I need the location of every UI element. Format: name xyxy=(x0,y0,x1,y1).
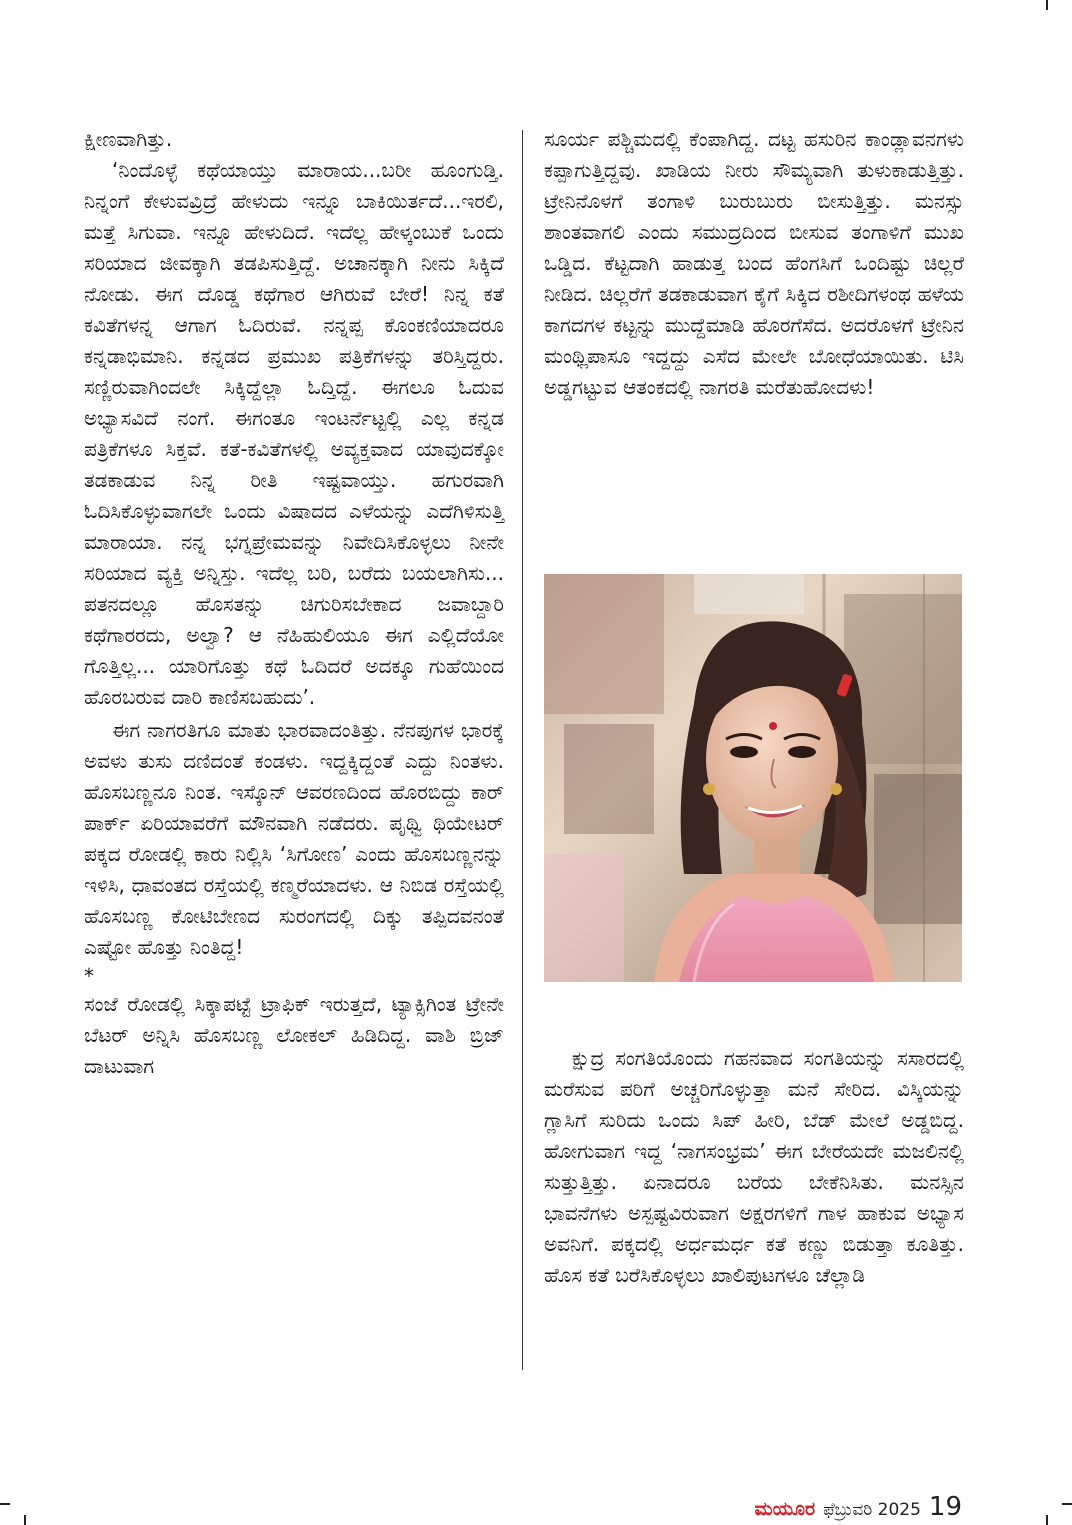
page-footer xyxy=(755,1492,963,1522)
paragraph: ಕ್ಷೀಣವಾಗಿತ್ತು. xyxy=(84,127,173,151)
crop-mark xyxy=(0,1503,10,1505)
right-column-bottom xyxy=(544,1043,964,1291)
crop-mark xyxy=(24,1515,26,1525)
story-illustration xyxy=(544,574,962,982)
paragraph: ‘ನಿಂದೊಳ್ಳೆ ಕಥೆಯಾಯ್ತು ಮಾರಾಯ...ಬರೀ ಹೂಂಗುಡ್ತಿ. ನಿನ್ನಂಗೆ ಕೇಳುವವ್ರಿದ್ರೆ ಹೇಳುದು ಇನ್ನೂ ಬಾಕಿಯಿರ್ತದೆ...ಇರಲಿ, ಮತ್ತೆ ಸಿಗುವಾ. ಇನ್ನೂ ಹೇಳುದಿದೆ. ಇದೆಲ್ಲ ಹೇಳ್ಕಂಬುಕೆ ಒಂದು ಸರಿಯಾದ ಜೀವಕ್ಕಾಗಿ ತಡಪಿಸುತ್ತಿದ್ದೆ. ಅಚಾನಕ್ಕಾಗಿ ನೀನು ಸಿಕ್ಕಿದೆ ನೋಡು. ಈಗ ದೊಡ್ಡ ಕಥೆಗಾರ ಆಗಿರುವೆ ಬೇರೆ! ನಿನ್ನ ಕತೆ ಕವಿತೆಗಳನ್ನ ಆಗಾಗ ಓದಿರುವೆ. ನನ್ನಪ್ಪ ಕೊಂಕಣಿಯಾದರೂ ಕನ್ನಡಾಭಿಮಾನಿ. ಕನ್ನಡದ ಪ್ರಮುಖ ಪತ್ರಿಕೆಗಳನ್ನು ತರಿಸ್ತಿದ್ದರು. ಸಣ್ಣಿರುವಾಗಿಂದಲೇ ಸಿಕ್ಕಿದ್ದೆಲ್ಲಾ ಓದ್ತಿದ್ದೆ. ಈಗಲೂ ಓದುವ ಅಭ್ಯಾಸವಿದೆ ನಂಗೆ. ಈಗಂತೂ ಇಂಟರ್ನೆಟ್ಟಲ್ಲಿ ಎಲ್ಲ ಕನ್ನಡ ಪತ್ರಿಕೆಗಳೂ ಸಿಕ್ತವೆ. ಕತೆ-ಕವಿತೆಗಳಲ್ಲಿ ಅವ್ಯಕ್ತವಾದ ಯಾವುದಕ್ಕೋ ತಡಕಾಡುವ ನಿನ್ನ ರೀತಿ ಇಷ್ಟವಾಯ್ತು. ಹಗುರವಾಗಿ ಓದಿಸಿಕೊಳ್ಳುವಾಗಲೇ ಒಂದು ವಿಷಾದದ ಎಳೆಯನ್ನು ಎದೆಗಿಳಿಸುತ್ತಿ ಮಾರಾಯಾ. ನನ್ನ ಭಗ್ನಪ್ರೇಮವನ್ನು ನಿವೇದಿಸಿಕೊಳ್ಳಲು ನೀನೇ ಸರಿಯಾದ ವ್ಯಕ್ತಿ ಅನ್ನಿಸ್ತು. ಇದೆಲ್ಲ ಬರಿ, ಬರೆದು ಬಯಲಾಗಿಸು... ಪತನದಲ್ಲೂ ಹೊಸತನ್ನು ಚಿಗುರಿಸಬೇಕಾದ ಜವಾಬ್ದಾರಿ ಕಥೆಗಾರರದು, ಅಲ್ವಾ? ಆ ನೆಹಿಹುಲಿಯೂ ಈಗ ಎಲ್ಲಿದೆಯೋ ಗೊತ್ತಿಲ್ಲ... ಯಾರಿಗೊತ್ತು ಕಥೆ ಓದಿದರೆ ಅದಕ್ಕೂ ಗುಹೆಯಿಂದ ಹೊರಬರುವ ದಾರಿ ಕಾಣಿಸಬಹುದು’. xyxy=(84,158,504,709)
section-separator: * xyxy=(84,964,94,988)
page-number: 19 xyxy=(928,1492,962,1522)
right-column-top xyxy=(544,124,964,403)
crop-mark xyxy=(1062,1503,1072,1505)
paragraph: ಸೂರ್ಯ ಪಶ್ಚಿಮದಲ್ಲಿ ಕೆಂಪಾಗಿದ್ದ. ದಟ್ಟ ಹಸುರಿನ ಕಾಂಡ್ಲಾವನಗಳು ಕಪ್ಪಾಗುತ್ತಿದ್ದವು. ಖಾಡಿಯ ನೀರು ಸೌಮ್ಯವಾಗಿ ತುಳುಕಾಡುತ್ತಿತ್ತು. ಟ್ರೇನಿನೊಳಗೆ ತಂಗಾಳಿ ಬುರುಬುರು ಬೀಸುತ್ತಿತ್ತು. ಮನಸ್ಸು ಶಾಂತವಾಗಲಿ ಎಂದು ಸಮುದ್ರದಿಂದ ಬೀಸುವ ತಂಗಾಳಿಗೆ ಮುಖ ಒಡ್ಡಿದ. ಕೆಟ್ಟದಾಗಿ ಹಾಡುತ್ತ ಬಂದ ಹೆಂಗಸಿಗೆ ಒಂದಿಷ್ಟು ಚಿಲ್ಲರೆ ನೀಡಿದ. ಚಿಲ್ಲರೆಗೆ ತಡಕಾಡುವಾಗ ಕೈಗೆ ಸಿಕ್ಕಿದ ರಶೀದಿಗಳಂಥ ಹಳೆಯ ಕಾಗದಗಳ ಕಟ್ಟನ್ನು ಮುದ್ದೆಮಾಡಿ ಹೊರಗೆಸೆದ. ಅದರೊಳಗೆ ಟ್ರೇನಿನ ಮಂಥ್ಲಿಪಾಸೂ ಇದ್ದದ್ದು ಎಸೆದ ಮೇಲೇ ಬೋಧೆಯಾಯಿತು. ಟಿಸಿ ಅಡ್ಡಗಟ್ಟುವ ಆತಂಕದಲ್ಲಿ ನಾಗರತಿ ಮರೆತುಹೋದಳು! xyxy=(544,127,964,399)
crop-mark xyxy=(1046,1515,1048,1525)
paragraph: ಈಗ ನಾಗರತಿಗೂ ಮಾತು ಭಾರವಾದಂತಿತ್ತು. ನೆನಪುಗಳ ಭಾರಕ್ಕೆ ಅವಳು ತುಸು ದಣಿದಂತೆ ಕಂಡಳು. ಇದ್ದಕ್ಕಿದ್ದಂತೆ ಎದ್ದು ನಿಂತಳು. ಹೊಸಬಣ್ಣನೂ ನಿಂತ. ಇಸ್ಕೊನ್ ಆವರಣದಿಂದ ಹೊರಬಿದ್ದು ಕಾರ್ ಪಾರ್ಕ್ ಏರಿಯಾವರೆಗೆ ಮೌನವಾಗಿ ನಡೆದರು. ಪೃಥ್ವಿ ಥಿಯೇಟರ್ ಪಕ್ಕದ ರೋಡಲ್ಲಿ ಕಾರು ನಿಲ್ಲಿಸಿ ‘ಸಿಗೋಣ’ ಎಂದು ಹೊಸಬಣ್ಣನನ್ನು ಇಳಿಸಿ, ಧಾವಂತದ ರಸ್ತೆಯಲ್ಲಿ ಕಣ್ಮರೆಯಾದಳು. ಆ ನಿಬಿಡ ರಸ್ತೆಯಲ್ಲಿ ಹೊಸಬಣ್ಣ ಕೋಟಿಬೇಣದ ಸುರಂಗದಲ್ಲಿ ದಿಕ್ಕು ತಪ್ಪಿದವನಂತೆ ಎಷ್ಟೋ ಹೊತ್ತು ನಿಂತಿದ್ದ! xyxy=(84,718,504,959)
issue-date: ಫೆಬ್ರುವರಿ 2025 xyxy=(823,1500,921,1520)
magazine-brand: ಮಯೂರ xyxy=(754,1498,816,1520)
column-divider xyxy=(522,130,523,1370)
paragraph: ಕ್ಷುದ್ರ ಸಂಗತಿಯೊಂದು ಗಹನವಾದ ಸಂಗತಿಯನ್ನು ಸಸಾರದಲ್ಲಿ ಮರೆಸುವ ಪರಿಗೆ ಅಚ್ಚರಿಗೊಳ್ಳುತ್ತಾ ಮನೆ ಸೇರಿದ. ವಿಸ್ಕಿಯನ್ನು ಗ್ಲಾಸಿಗೆ ಸುರಿದು ಒಂದು ಸಿಪ್ ಹೀರಿ, ಬೆಡ್ ಮೇಲೆ ಅಡ್ಡಬಿದ್ದ. ಹೋಗುವಾಗ ಇದ್ದ ‘ನಾಗಸಂಭ್ರಮ’ ಈಗ ಬೇರೆಯದೇ ಮಜಲಿನಲ್ಲಿ ಸುತ್ತುತ್ತಿತ್ತು. ಏನಾದರೂ ಬರೆಯ ಬೇಕೆನಿಸಿತು. ಮನಸ್ಸಿನ ಭಾವನೆಗಳು ಅಸ್ಪಷ್ಟವಿರುವಾಗ ಅಕ್ಷರಗಳಿಗೆ ಗಾಳ ಹಾಕುವ ಅಭ್ಯಾಸ ಅವನಿಗೆ. ಪಕ್ಕದಲ್ಲಿ ಅರ್ಧಮರ್ಧ ಕತೆ ಕಣ್ಣು ಬಿಡುತ್ತಾ ಕೂತಿತ್ತು. ಹೊಸ ಕತೆ ಬರೆಸಿಕೊಳ್ಳಲು ಖಾಲಿಪುಟಗಳೂ ಚೆಲ್ಲಾಡಿ xyxy=(544,1046,964,1287)
paragraph: ಸಂಜೆ ರೋಡಲ್ಲಿ ಸಿಕ್ಕಾಪಟ್ಟೆ ಟ್ರಾಫಿಕ್ ಇರುತ್ತದೆ, ಟ್ಯಾಕ್ಸಿಗಿಂತ ಟ್ರೇನೇ ಬೆಟರ್ ಅನ್ನಿಸಿ ಹೊಸಬಣ್ಣ ಲೋಕಲ್ ಹಿಡಿದಿದ್ದ. ವಾಶಿ ಬ್ರಿಜ್ ದಾಟುವಾಗ xyxy=(84,992,504,1078)
crop-mark xyxy=(1046,0,1048,10)
left-column xyxy=(84,124,504,1082)
